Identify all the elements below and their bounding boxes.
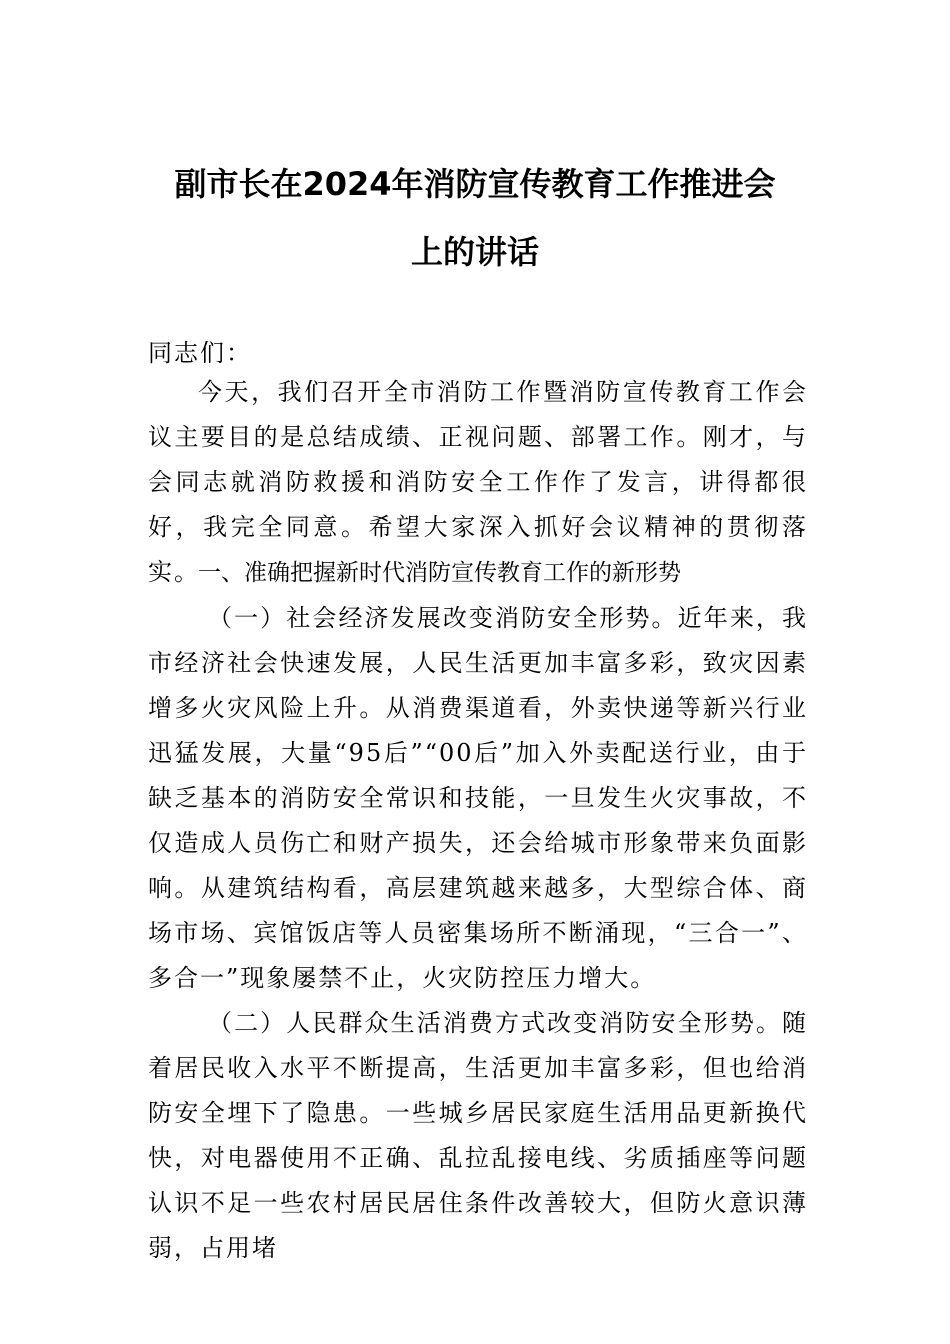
paragraph-intro: 今天，我们召开全市消防工作暨消防宣传教育工作会议主要目的是总结成绩、正视问题、部署工作。刚才，与会同志就消防救援和消防安全工作作了发言，讲得都很好，我完全同意。希望大家深入抓好会议精神的贯彻落实。: [148, 378, 808, 586]
paragraph-section-1-2: （二）人民群众生活消费方式改变消防安全形势。随着居民收入水平不断提高，生活更加丰富多彩，但也给消防安全埋下了隐患。一些城乡居民家庭生活用品更新换代快，对电器使用不正确、乱拉乱接电线、劣质插座等问题认识不足一些农村居民居住条件改善较大，但防火意识薄弱，占用堵: [148, 1009, 808, 1262]
document-title-line-1: 副市长在2024年消防宣传教育工作推进会: [174, 165, 776, 203]
document-title-line-2: 上的讲话: [410, 233, 539, 271]
section-heading-1: 一、准确把握新时代消防宣传教育工作的新形势: [198, 560, 681, 586]
paragraph-section-1-1: （一）社会经济发展改变消防安全形势。近年来，我市经济社会快速发展，人民生活更加丰富多彩，致灾因素增多火灾风险上升。从消费渠道看，外卖快递等新兴行业迅猛发展，大量“95后”“00后”加入外卖配送行业，由于缺乏基本的消防安全常识和技能，一旦发生火灾事故，不仅造成人员伤亡和财产损失，还会给城市形象带来负面影响。从建筑结构看，高层建筑越来越多，大型综合体、商场市场、宾馆饭店等人员密集场所不断涌现，“三合一”、多合一”现象屡禁不止，火灾防控压力增大。: [148, 604, 808, 992]
salutation: 同志们：: [148, 339, 252, 367]
